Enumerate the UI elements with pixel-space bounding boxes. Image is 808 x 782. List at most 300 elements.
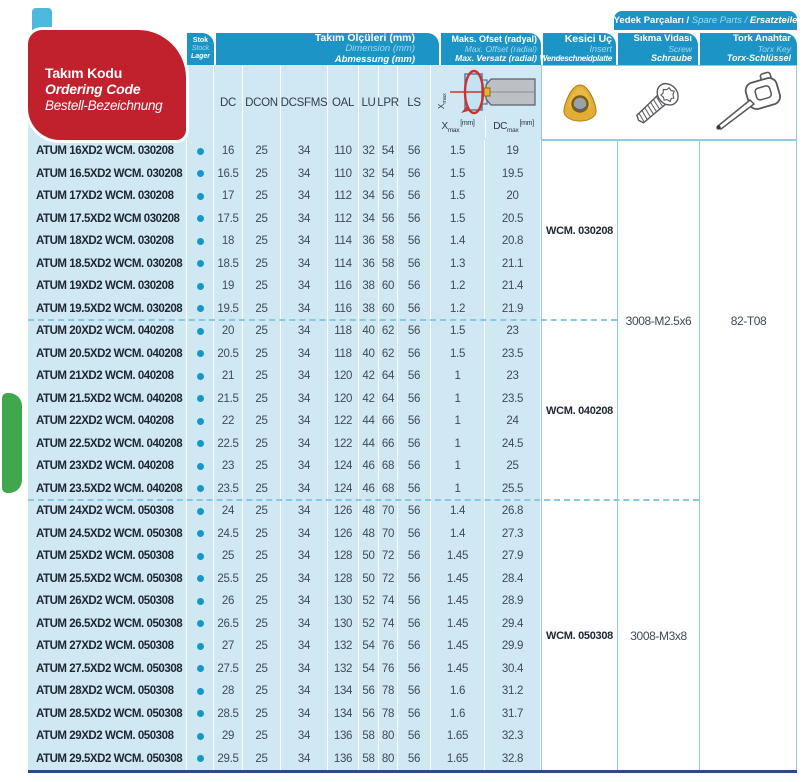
value-cell: 54 — [359, 635, 379, 658]
value-cell: 27.5 — [214, 658, 243, 681]
insert-code: WCM. 030208 — [545, 225, 613, 237]
value-cell: 34 — [281, 253, 328, 276]
value-cell: 1.6 — [431, 703, 485, 726]
value-cell: 130 — [328, 613, 359, 636]
value-cell: 17 — [214, 185, 243, 208]
screw-code: 3008-M2.5x6 — [625, 314, 692, 328]
value-cell: 56 — [398, 253, 431, 276]
value-cell: 34 — [281, 523, 328, 546]
stock-cell — [187, 185, 214, 208]
value-cell: 25 — [243, 545, 281, 568]
value-cell: 116 — [328, 275, 359, 298]
value-cell: 80 — [379, 748, 398, 771]
value-cell: 66 — [379, 410, 398, 433]
value-cell: 76 — [379, 658, 398, 681]
value-cell: 25 — [243, 680, 281, 703]
value-cell: 30.4 — [485, 658, 541, 681]
value-cell: 25.5 — [214, 568, 243, 591]
value-cell: 1.5 — [431, 343, 485, 366]
value-cell: 25 — [243, 163, 281, 186]
torx-header-de: Torx-Schlüssel — [726, 52, 791, 63]
value-cell: 56 — [398, 410, 431, 433]
stock-dot-icon — [197, 170, 204, 177]
stock-cell — [187, 590, 214, 613]
value-cell: 1.45 — [431, 590, 485, 613]
value-cell: 19.5 — [214, 298, 243, 321]
value-cell: 23.5 — [485, 343, 541, 366]
value-cell: 25 — [243, 253, 281, 276]
stock-cell — [187, 523, 214, 546]
value-cell: 20 — [485, 185, 541, 208]
value-cell: 56 — [359, 680, 379, 703]
value-cell: 132 — [328, 658, 359, 681]
value-cell: 1.6 — [431, 680, 485, 703]
value-cell: 26 — [214, 590, 243, 613]
insert-header-de: Wendeschneidplatte — [539, 54, 612, 64]
value-cell: 120 — [328, 365, 359, 388]
value-cell: 34 — [281, 500, 328, 523]
value-cell: 31.7 — [485, 703, 541, 726]
value-cell: 68 — [379, 478, 398, 501]
value-cell: 38 — [359, 298, 379, 321]
stock-dot-icon — [197, 260, 204, 267]
ordering-code-cell: ATUM 29XD2 WCM. 050308 — [28, 725, 187, 748]
stock-column-header — [187, 33, 214, 65]
insert-span-cell — [542, 321, 617, 501]
value-cell: 110 — [328, 140, 359, 163]
offset-sublabels — [431, 116, 541, 138]
screw-span-column — [618, 141, 700, 770]
stock-cell — [187, 568, 214, 591]
dimensions-header-en: Dimension (mm) — [345, 43, 415, 55]
value-cell: 34 — [281, 748, 328, 771]
value-cell: 42 — [359, 388, 379, 411]
value-cell: 56 — [398, 343, 431, 366]
value-cell: 1.45 — [431, 635, 485, 658]
value-cell: 56 — [398, 500, 431, 523]
stock-dot-icon — [197, 283, 204, 290]
value-cell: 34 — [281, 703, 328, 726]
value-cell: 32.3 — [485, 725, 541, 748]
value-cell: 26.5 — [214, 613, 243, 636]
value-cell: 19 — [214, 275, 243, 298]
value-cell: 25 — [243, 613, 281, 636]
value-cell: 60 — [379, 298, 398, 321]
stock-dot-icon — [197, 350, 204, 357]
value-cell: 23.5 — [485, 388, 541, 411]
value-cell: 28.4 — [485, 568, 541, 591]
ordering-code-cell: ATUM 24.5XD2 WCM. 050308 — [28, 523, 187, 546]
value-cell: 25 — [243, 230, 281, 253]
ordering-code-cell: ATUM 22XD2 WCM. 040208 — [28, 410, 187, 433]
value-cell: 56 — [398, 208, 431, 231]
stock-dot-icon — [197, 373, 204, 380]
value-cell: 58 — [359, 725, 379, 748]
value-cell: 22.5 — [214, 433, 243, 456]
value-cell: 25 — [243, 478, 281, 501]
value-cell: 34 — [281, 658, 328, 681]
value-cell: 20.5 — [214, 343, 243, 366]
value-cell: 1.5 — [431, 163, 485, 186]
value-cell: 136 — [328, 725, 359, 748]
value-cell: 25 — [243, 635, 281, 658]
value-cell: 36 — [359, 230, 379, 253]
value-cell: 54 — [379, 140, 398, 163]
ordering-code-cell: ATUM 29.5XD2 WCM. 050308 — [28, 748, 187, 771]
value-cell: 66 — [379, 433, 398, 456]
value-cell: 56 — [359, 703, 379, 726]
stock-dot-icon — [197, 733, 204, 740]
stock-cell — [187, 748, 214, 771]
stock-dot-icon — [197, 710, 204, 717]
value-cell: 44 — [359, 410, 379, 433]
spare-parts-tr: Yedek Parçaları / — [613, 15, 690, 26]
stock-cell — [187, 208, 214, 231]
value-cell: 34 — [281, 613, 328, 636]
value-cell: 22 — [214, 410, 243, 433]
stock-cell — [187, 140, 214, 163]
ordering-code-cell: ATUM 18XD2 WCM. 030208 — [28, 230, 187, 253]
value-cell: 64 — [379, 388, 398, 411]
ordering-code-cell: ATUM 17XD2 WCM. 030208 — [28, 185, 187, 208]
value-cell: 1 — [431, 478, 485, 501]
insert-header-tr: Kesici Uç — [564, 32, 612, 45]
stock-dot-icon — [197, 440, 204, 447]
value-cell: 34 — [281, 455, 328, 478]
column-header-lu: LU — [359, 65, 379, 140]
stock-cell — [187, 163, 214, 186]
value-cell: 32 — [359, 140, 379, 163]
insert-span-cell — [542, 501, 617, 771]
value-cell: 52 — [359, 590, 379, 613]
dcmax-column-header: $DC_{max}[mm]$ — [493, 120, 534, 134]
value-cell: 25 — [243, 748, 281, 771]
ordering-code-cell: ATUM 23.5XD2 WCM. 040208 — [28, 478, 187, 501]
value-cell: 25 — [243, 433, 281, 456]
value-cell: 1.45 — [431, 613, 485, 636]
value-cell: 128 — [328, 545, 359, 568]
value-cell: 34 — [281, 343, 328, 366]
torx-span-cell — [700, 311, 797, 331]
value-cell: 56 — [398, 433, 431, 456]
value-cell: 34 — [281, 568, 328, 591]
screw-column-header — [618, 33, 698, 65]
value-cell: 26.8 — [485, 500, 541, 523]
value-cell: 1.45 — [431, 658, 485, 681]
value-cell: 32.8 — [485, 748, 541, 771]
value-cell: 56 — [398, 703, 431, 726]
value-cell: 28.5 — [214, 703, 243, 726]
value-cell: 74 — [379, 590, 398, 613]
subheader-strip — [187, 65, 541, 140]
value-cell: 17.5 — [214, 208, 243, 231]
value-cell: 25 — [243, 568, 281, 591]
screw-span-cell — [618, 501, 699, 771]
ordering-code-cell: ATUM 17.5XD2 WCM 030208 — [28, 208, 187, 231]
column-header-lpr: LPR — [379, 65, 398, 140]
stock-dot-icon — [197, 598, 204, 605]
value-cell: 28 — [214, 680, 243, 703]
value-cell: 56 — [398, 523, 431, 546]
value-cell: 56 — [379, 185, 398, 208]
value-cell: 29.5 — [214, 748, 243, 771]
value-cell: 58 — [379, 230, 398, 253]
value-cell: 21.4 — [485, 275, 541, 298]
stock-cell — [187, 455, 214, 478]
value-cell: 34 — [281, 365, 328, 388]
value-cell: 44 — [359, 433, 379, 456]
value-cell: 24.5 — [214, 523, 243, 546]
value-cell: 62 — [379, 320, 398, 343]
value-cell: 34 — [281, 298, 328, 321]
value-cell: 56 — [398, 388, 431, 411]
stock-cell — [187, 500, 214, 523]
value-cell: 56 — [398, 545, 431, 568]
torx-key-image — [711, 71, 785, 135]
value-cell: 20 — [214, 320, 243, 343]
value-cell: 34 — [281, 320, 328, 343]
value-cell: 110 — [328, 163, 359, 186]
value-cell: 25 — [243, 455, 281, 478]
value-cell: 50 — [359, 568, 379, 591]
value-cell: 64 — [379, 365, 398, 388]
value-cell: 25 — [243, 410, 281, 433]
stock-dot-icon — [197, 215, 204, 222]
stock-cell — [187, 613, 214, 636]
value-cell: 56 — [398, 298, 431, 321]
value-cell: 20.5 — [485, 208, 541, 231]
value-cell: 28.9 — [485, 590, 541, 613]
value-cell: 56 — [398, 613, 431, 636]
value-cell: 34 — [281, 725, 328, 748]
stock-subheader-cell — [187, 65, 214, 140]
value-cell: 46 — [359, 478, 379, 501]
ordering-code-cell: ATUM 21.5XD2 WCM. 040208 — [28, 388, 187, 411]
insert-code: WCM. 040208 — [545, 405, 613, 417]
insert-header-en: Insert — [589, 44, 612, 55]
value-cell: 1.65 — [431, 748, 485, 771]
value-cell: 32 — [359, 163, 379, 186]
value-cell: 56 — [398, 748, 431, 771]
value-cell: 48 — [359, 523, 379, 546]
value-cell: 25 — [243, 140, 281, 163]
ordering-code-cell: ATUM 25XD2 WCM. 050308 — [28, 545, 187, 568]
value-cell: 27.3 — [485, 523, 541, 546]
ordering-code-cell: ATUM 27XD2 WCM. 050308 — [28, 635, 187, 658]
value-cell: 34 — [359, 208, 379, 231]
value-cell: 38 — [359, 275, 379, 298]
stock-cell — [187, 725, 214, 748]
stock-dot-icon — [197, 530, 204, 537]
torx-key-column-header — [700, 33, 797, 65]
value-cell: 21.1 — [485, 253, 541, 276]
ordering-code-cell: ATUM 26XD2 WCM. 050308 — [28, 590, 187, 613]
value-cell: 34 — [281, 163, 328, 186]
value-cell: 23.5 — [214, 478, 243, 501]
page-edge-tab — [2, 393, 22, 493]
value-cell: 40 — [359, 343, 379, 366]
table-body — [28, 140, 541, 770]
value-cell: 34 — [281, 478, 328, 501]
value-cell: 19 — [485, 140, 541, 163]
ordering-code-cell: ATUM 22.5XD2 WCM. 040208 — [28, 433, 187, 456]
stock-dot-icon — [197, 688, 204, 695]
screw-code: 3008-M3x8 — [630, 629, 687, 643]
value-cell: 1 — [431, 455, 485, 478]
value-cell: 130 — [328, 590, 359, 613]
value-cell: 34 — [281, 208, 328, 231]
stock-cell — [187, 253, 214, 276]
value-cell: 25 — [243, 320, 281, 343]
value-cell: 136 — [328, 748, 359, 771]
value-cell: 56 — [398, 230, 431, 253]
value-cell: 112 — [328, 185, 359, 208]
value-cell: 62 — [379, 343, 398, 366]
screw-image-cell — [617, 65, 700, 140]
column-header-dc: DC — [214, 65, 243, 140]
value-cell: 1.4 — [431, 523, 485, 546]
value-cell: 56 — [398, 320, 431, 343]
radial-offset-diagram-icon — [431, 67, 541, 117]
stock-dot-icon — [197, 395, 204, 402]
max-offset-header-en: Max. Offset (radial) — [464, 43, 537, 54]
value-cell: 21 — [214, 365, 243, 388]
value-cell: 124 — [328, 455, 359, 478]
stock-dot-icon — [197, 328, 204, 335]
value-cell: 56 — [398, 275, 431, 298]
value-cell: 18.5 — [214, 253, 243, 276]
torx-code: 82-T08 — [730, 314, 767, 328]
value-cell: 34 — [281, 410, 328, 433]
column-header-dcon: DCON — [243, 65, 281, 140]
stock-dot-icon — [197, 418, 204, 425]
ordering-code-cell: ATUM 16.5XD2 WCM. 030208 — [28, 163, 187, 186]
value-cell: 34 — [281, 185, 328, 208]
ordering-code-cell: ATUM 24XD2 WCM. 050308 — [28, 500, 187, 523]
value-cell: 122 — [328, 410, 359, 433]
value-cell: 25 — [243, 365, 281, 388]
value-cell: 1.45 — [431, 545, 485, 568]
value-cell: 1.45 — [431, 568, 485, 591]
ordering-code-cell: ATUM 21XD2 WCM. 040208 — [28, 365, 187, 388]
insert-span-cell — [542, 141, 617, 321]
value-cell: 52 — [359, 613, 379, 636]
ordering-code-cell: ATUM 16XD2 WCM. 030208 — [28, 140, 187, 163]
value-cell: 27 — [214, 635, 243, 658]
value-cell: 29 — [214, 725, 243, 748]
value-cell: 24 — [214, 500, 243, 523]
value-cell: 54 — [359, 658, 379, 681]
value-cell: 60 — [379, 275, 398, 298]
value-cell: 34 — [281, 635, 328, 658]
value-cell: 1.4 — [431, 230, 485, 253]
value-cell: 56 — [398, 140, 431, 163]
dimensions-header-de: Abmessung (mm) — [334, 53, 415, 65]
value-cell: 122 — [328, 433, 359, 456]
stock-dot-icon — [197, 665, 204, 672]
max-offset-header-tr: Maks. Ofset (radyal) — [451, 33, 537, 44]
value-cell: 68 — [379, 455, 398, 478]
stock-cell — [187, 680, 214, 703]
value-cell: 118 — [328, 320, 359, 343]
torx-header-en: Torx Key — [757, 43, 791, 54]
value-cell: 16 — [214, 140, 243, 163]
ordering-code-cell: ATUM 26.5XD2 WCM. 050308 — [28, 613, 187, 636]
value-cell: 23 — [485, 320, 541, 343]
value-cell: 56 — [398, 365, 431, 388]
stock-dot-icon — [197, 620, 204, 627]
value-cell: 1 — [431, 365, 485, 388]
value-cell: 40 — [359, 320, 379, 343]
value-cell: 23 — [485, 365, 541, 388]
stock-cell — [187, 478, 214, 501]
value-cell: 56 — [398, 455, 431, 478]
value-cell: 78 — [379, 703, 398, 726]
value-cell: 56 — [398, 163, 431, 186]
spare-parts-section — [541, 140, 797, 770]
screw-image — [627, 72, 689, 134]
value-cell: 25 — [485, 455, 541, 478]
value-cell: 23 — [214, 455, 243, 478]
value-cell: 124 — [328, 478, 359, 501]
value-cell: 76 — [379, 635, 398, 658]
stock-dot-icon — [197, 553, 204, 560]
value-cell: 1.2 — [431, 298, 485, 321]
stock-dot-icon — [197, 755, 204, 762]
value-cell: 120 — [328, 388, 359, 411]
ordering-code-cell: ATUM 19.5XD2 WCM. 030208 — [28, 298, 187, 321]
value-cell: 25 — [243, 298, 281, 321]
svg-text:Xmax: $X_{max}$ — [437, 93, 448, 109]
value-cell: 1 — [431, 410, 485, 433]
stock-cell — [187, 343, 214, 366]
stock-header-de: Lager — [190, 52, 211, 60]
ordering-code-cell: ATUM 19XD2 WCM. 030208 — [28, 275, 187, 298]
stock-header-tr: Stok — [192, 37, 209, 45]
ordering-code-cell: ATUM 28XD2 WCM. 050308 — [28, 680, 187, 703]
value-cell: 21.9 — [485, 298, 541, 321]
column-header-oal: OAL — [328, 65, 359, 140]
value-cell: 18 — [214, 230, 243, 253]
value-cell: 72 — [379, 568, 398, 591]
value-cell: 56 — [398, 478, 431, 501]
xmax-column-header: $X_{max}[mm]$ — [431, 116, 486, 138]
value-cell: 46 — [359, 455, 379, 478]
value-cell: 50 — [359, 545, 379, 568]
value-cell: 1.5 — [431, 185, 485, 208]
stock-cell — [187, 433, 214, 456]
value-cell: 31.2 — [485, 680, 541, 703]
value-cell: 112 — [328, 208, 359, 231]
value-cell: 118 — [328, 343, 359, 366]
ordering-code-title-de: Bestell-Bezeichnung — [45, 97, 163, 113]
value-cell: 56 — [379, 208, 398, 231]
group-separator-1 — [28, 319, 617, 321]
value-cell: 36 — [359, 253, 379, 276]
screw-header-tr: Sıkma Vidası — [633, 33, 692, 45]
value-cell: 56 — [398, 658, 431, 681]
value-cell: 74 — [379, 613, 398, 636]
value-cell: 56 — [398, 568, 431, 591]
ordering-code-title-tr: Takım Kodu — [45, 64, 123, 81]
ordering-code-header — [28, 30, 186, 140]
value-cell: 134 — [328, 703, 359, 726]
value-cell: 56 — [398, 590, 431, 613]
ordering-code-cell: ATUM 27.5XD2 WCM. 050308 — [28, 658, 187, 681]
value-cell: 1 — [431, 433, 485, 456]
insert-code: WCM. 050308 — [545, 630, 613, 642]
value-cell: 34 — [281, 140, 328, 163]
